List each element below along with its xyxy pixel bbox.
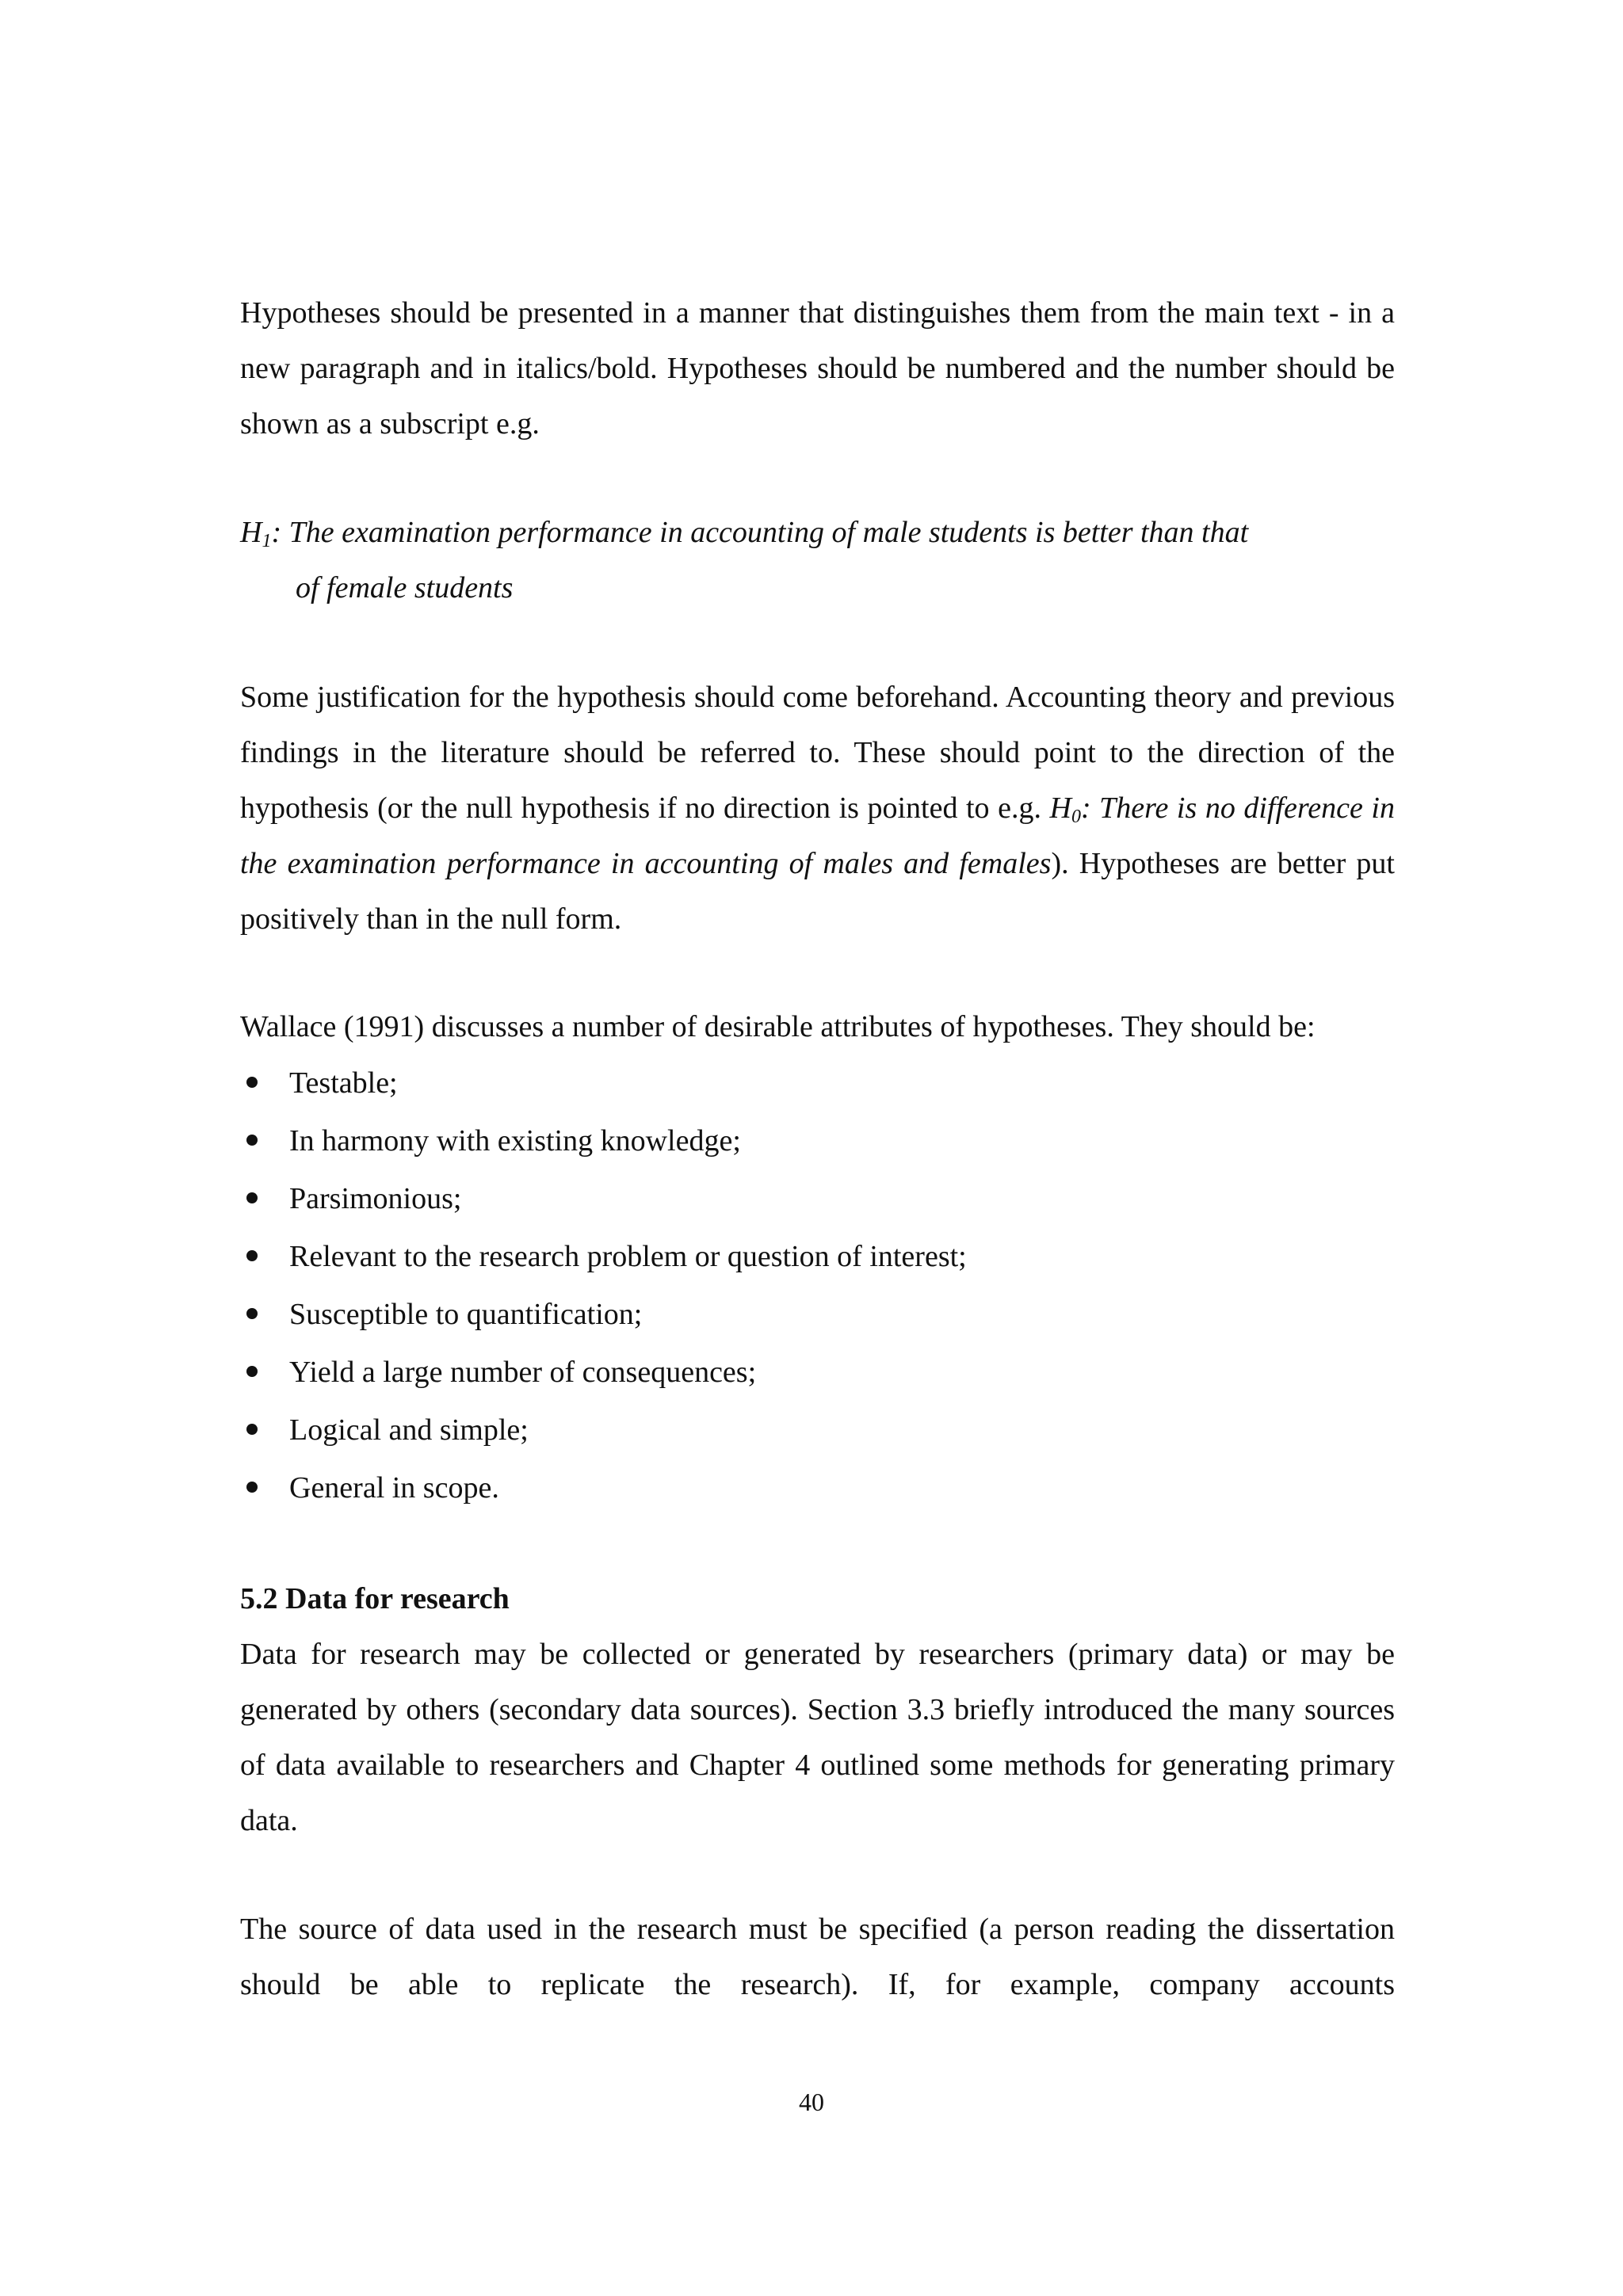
null-hypothesis-subscript: 0: [1071, 807, 1081, 827]
list-item: In harmony with existing knowledge;: [240, 1112, 1395, 1170]
list-item: General in scope.: [240, 1459, 1395, 1517]
list-item: Testable;: [240, 1055, 1395, 1112]
hypothesis-example: [240, 505, 1429, 616]
intro-paragraph: Hypotheses should be presented in a manner that distinguishes them from the main text - in a new paragraph and in italics/bold. Hypotheses should be numbered and the number should be shown as a subscript e.g.: [240, 296, 1395, 441]
bullet-icon: [246, 1192, 258, 1203]
hypothesis-text-line2: of female students: [296, 571, 514, 605]
bullet-icon: [246, 1250, 258, 1261]
bullet-icon: [246, 1366, 258, 1377]
page-number: 40: [799, 2088, 824, 2116]
bullet-icon: [246, 1308, 258, 1319]
bullet-icon: [246, 1077, 258, 1088]
null-hypothesis-symbol: H: [1049, 791, 1071, 825]
bullet-icon: [246, 1424, 258, 1435]
hypothesis-subscript: 1: [262, 531, 272, 551]
justification-text-start: Some justification for the hypothesis should come beforehand. Accounting theory and previous findings in the literature should be referred to. These should point to the direction of the hypothesis (or the null hypothesis if no direction is pointed to e.g.: [240, 681, 1395, 825]
wallace-intro: Wallace (1991) discusses a number of desirable attributes of hypotheses. They should be:: [240, 1010, 1316, 1043]
list-item: Yield a large number of consequences;: [240, 1344, 1395, 1402]
hypothesis-text-line1: : The examination performance in accounting of male students is better than that: [271, 516, 1249, 549]
list-item: Susceptible to quantification;: [240, 1286, 1395, 1344]
data-paragraph: Data for research may be collected or generated by researchers (primary data) or may be generated by others (secondary data sources). Section 3.3 briefly introduced the many sources of data available to researchers and Chapter 4 outlined some methods for generating primary data.: [240, 1638, 1395, 1837]
justification-paragraph: [240, 669, 1395, 947]
justification-text-end: ). Hypotheses are better put positively than in the null form.: [240, 847, 1395, 936]
section-heading: 5.2 Data for research: [240, 1582, 510, 1615]
bullet-icon: [246, 1482, 258, 1493]
null-hypothesis-text: : There is no difference in the examination performance in accounting of males and females: [240, 791, 1395, 880]
list-item: Parsimonious;: [240, 1170, 1395, 1228]
attributes-list: [240, 1055, 1395, 1517]
hypothesis-symbol: H: [240, 516, 262, 549]
list-item: Logical and simple;: [240, 1402, 1395, 1459]
source-paragraph: The source of data used in the research must be specified (a person reading the dissertation should be able to replicate the research). If, for example, company accounts: [240, 1913, 1395, 2001]
bullet-icon: [246, 1135, 258, 1146]
list-item: Relevant to the research problem or question of interest;: [240, 1228, 1395, 1286]
